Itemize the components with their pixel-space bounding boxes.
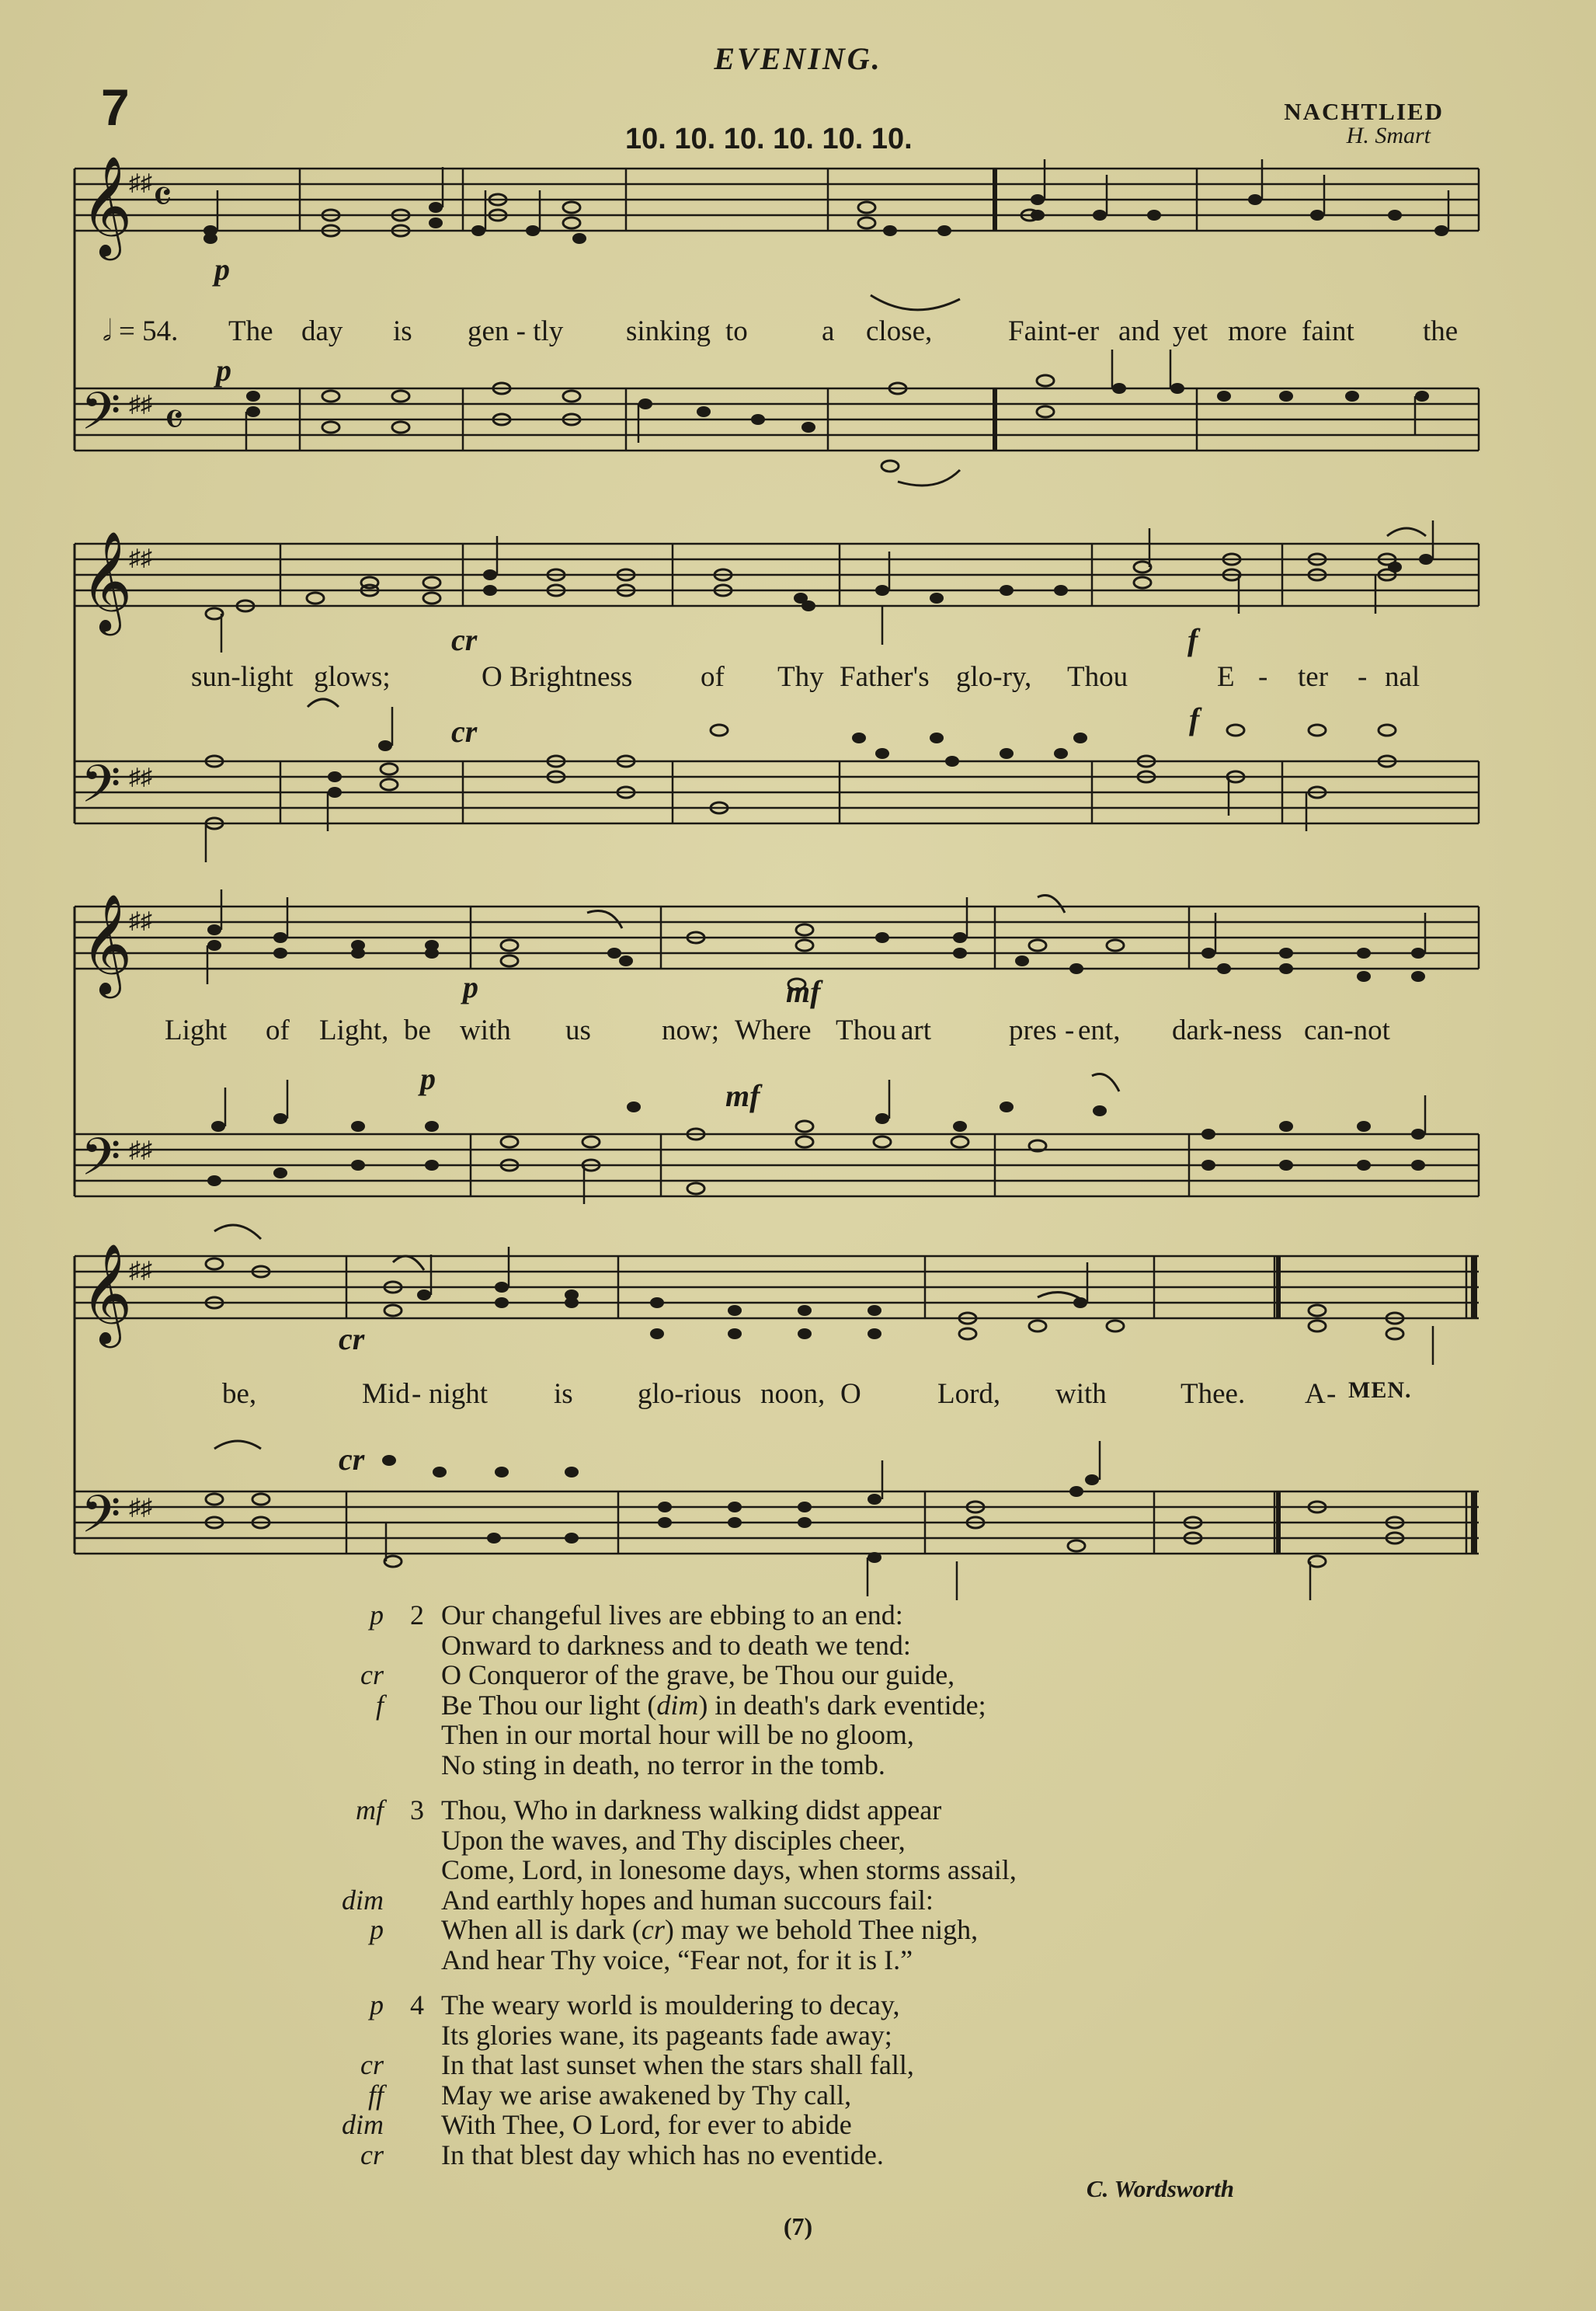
svg-text:𝄴: 𝄴 bbox=[152, 170, 172, 223]
verse-2 bbox=[326, 1600, 1336, 1780]
dynamic-mark: ff bbox=[367, 2079, 384, 2111]
lyric: now; bbox=[662, 1015, 719, 1046]
dynamic-mark: dim bbox=[656, 1689, 699, 1721]
dynamic-mark: mf bbox=[786, 974, 821, 1009]
music-system-3 bbox=[75, 874, 1479, 1200]
svg-text:♯♯: ♯♯ bbox=[129, 170, 152, 196]
lyric: - bbox=[1327, 1378, 1337, 1410]
composer: H. Smart bbox=[1346, 123, 1431, 148]
lyric: night bbox=[429, 1378, 489, 1410]
verse-line bbox=[326, 1855, 1336, 1885]
verse-text: May we arise awakened by Thy call, bbox=[441, 2079, 852, 2111]
dynamic-mark: f bbox=[375, 1689, 384, 1721]
lyric: Thou bbox=[836, 1015, 897, 1046]
lyric: be, bbox=[222, 1378, 257, 1410]
lyric: ter bbox=[1298, 661, 1329, 693]
lyric: is bbox=[554, 1378, 573, 1410]
lyric: art bbox=[901, 1015, 932, 1046]
page-number: (7) bbox=[783, 2212, 813, 2240]
svg-text:♯♯: ♯♯ bbox=[129, 392, 152, 417]
verse-3 bbox=[326, 1795, 1336, 1975]
verse-text: Our changeful lives are ebbing to an end: bbox=[441, 1599, 903, 1631]
tune-name: NACHTLIED bbox=[1284, 98, 1444, 125]
lyric: Lord, bbox=[937, 1378, 1001, 1410]
lyric: The bbox=[228, 315, 273, 347]
lyric: Thou bbox=[1067, 661, 1128, 693]
verse-text: In that blest day which has no eventide. bbox=[441, 2139, 884, 2170]
lyric: E bbox=[1217, 661, 1235, 693]
dynamic-mark: cr bbox=[360, 2049, 384, 2080]
svg-text:𝄢: 𝄢 bbox=[81, 381, 121, 454]
lyric: of bbox=[701, 661, 725, 693]
lyric: glo-rious bbox=[638, 1378, 742, 1410]
dynamic-mark: cr bbox=[641, 1914, 665, 1945]
lyric: - bbox=[1358, 661, 1368, 693]
lyric: gen - tly bbox=[468, 315, 564, 347]
lyric: more bbox=[1228, 315, 1288, 347]
verse-line bbox=[326, 2080, 1336, 2111]
verse-line bbox=[326, 1945, 1336, 1975]
dynamic-mark: p bbox=[370, 1599, 384, 1631]
dynamic-mark: cr bbox=[451, 622, 478, 657]
dynamic-mark: dim bbox=[342, 2109, 384, 2140]
dynamic-mark: p bbox=[214, 252, 230, 287]
lyric: a bbox=[822, 315, 835, 347]
verse-text: With Thee, O Lord, for ever to abide bbox=[441, 2109, 852, 2140]
verse-text: In that last sunset when the stars shall fall, bbox=[441, 2049, 914, 2080]
svg-text:𝄞: 𝄞 bbox=[81, 155, 133, 256]
verse-line bbox=[326, 1690, 1336, 1721]
svg-text:𝄞: 𝄞 bbox=[81, 531, 133, 632]
dynamic-mark: cr bbox=[339, 1321, 365, 1356]
svg-text:♯♯: ♯♯ bbox=[129, 764, 152, 790]
lyric: Light bbox=[165, 1015, 228, 1046]
verse-text: And hear Thy voice, “Fear not, for it is I.” bbox=[441, 1944, 913, 1975]
dynamic-mark: cr bbox=[360, 2139, 384, 2170]
lyric: ent, bbox=[1078, 1015, 1121, 1046]
lyric: Light, bbox=[319, 1015, 389, 1046]
lyric: close, bbox=[866, 315, 933, 347]
verse-line bbox=[326, 2140, 1336, 2170]
verse-text: Be Thou our light (dim) in death's dark eventide; bbox=[441, 1689, 986, 1721]
lyric: the bbox=[1423, 315, 1459, 347]
verse-text: No sting in death, no terror in the tomb. bbox=[441, 1749, 885, 1780]
verse-line bbox=[326, 1990, 1336, 2020]
dynamic-mark: mf bbox=[356, 1794, 384, 1825]
lyric: be bbox=[404, 1015, 431, 1046]
lyric: with bbox=[1055, 1378, 1107, 1410]
lyric: yet bbox=[1173, 315, 1208, 347]
lyric: of bbox=[266, 1015, 290, 1046]
dynamic-mark: f bbox=[1189, 701, 1200, 736]
svg-text:♯♯: ♯♯ bbox=[129, 908, 152, 934]
lyric: faint bbox=[1302, 315, 1354, 347]
verse-line bbox=[326, 2020, 1336, 2051]
svg-text:♯♯: ♯♯ bbox=[129, 545, 152, 571]
svg-text:𝄞: 𝄞 bbox=[81, 893, 133, 994]
lyric: Faint-er bbox=[1008, 315, 1100, 347]
lyric: nal bbox=[1385, 661, 1420, 693]
verse-text: When all is dark (cr) may we behold Thee nigh, bbox=[441, 1914, 979, 1945]
lyric: A bbox=[1305, 1378, 1326, 1410]
verse-line bbox=[326, 1885, 1336, 1916]
running-head: EVENING. bbox=[714, 41, 882, 76]
svg-text:♯♯: ♯♯ bbox=[129, 1495, 152, 1520]
svg-text:𝄢: 𝄢 bbox=[81, 1127, 121, 1199]
verse-text: The weary world is mouldering to decay, bbox=[441, 1989, 900, 2020]
lyric: can-not bbox=[1304, 1015, 1390, 1046]
lyric: day bbox=[301, 315, 343, 347]
hymn-number: 7 bbox=[101, 78, 130, 136]
verse-text: Onward to darkness and to death we tend: bbox=[441, 1629, 911, 1661]
lyric: O bbox=[482, 661, 502, 693]
verse-line bbox=[326, 1720, 1336, 1750]
lyric: Mid bbox=[362, 1378, 410, 1410]
lyric: Where bbox=[735, 1015, 812, 1046]
lyric: Father's bbox=[840, 661, 930, 693]
dynamic-mark: cr bbox=[451, 714, 478, 749]
dynamic-mark: mf bbox=[725, 1078, 760, 1113]
svg-text:𝄢: 𝄢 bbox=[81, 754, 121, 827]
dynamic-mark: p bbox=[420, 1061, 436, 1096]
tempo-mark: 𝅗𝅥 = 54. bbox=[103, 315, 179, 347]
lyric: - bbox=[412, 1378, 422, 1410]
lyric: Thy bbox=[777, 661, 824, 693]
lyric: glo-ry, bbox=[956, 661, 1032, 693]
dynamic-mark: cr bbox=[339, 1442, 365, 1477]
dynamic-mark: cr bbox=[360, 1659, 384, 1690]
verse-line bbox=[326, 1750, 1336, 1780]
svg-text:𝄞: 𝄞 bbox=[81, 1243, 133, 1344]
verse-4 bbox=[326, 1990, 1336, 2170]
verse-text: Upon the waves, and Thy disciples cheer, bbox=[441, 1824, 906, 1856]
lyric: us bbox=[565, 1015, 591, 1046]
lyric: sinking bbox=[626, 315, 711, 347]
lyric: and bbox=[1118, 315, 1160, 347]
svg-text:𝄢: 𝄢 bbox=[81, 1484, 121, 1557]
lyric: with bbox=[460, 1015, 511, 1046]
meter: 10. 10. 10. 10. 10. 10. bbox=[625, 123, 913, 155]
music-system-1 bbox=[75, 155, 1479, 486]
verse-line bbox=[326, 1660, 1336, 1690]
verse-text: Its glories wane, its pageants fade away; bbox=[441, 2019, 892, 2051]
verse-text: O Conqueror of the grave, be Thou our guide, bbox=[441, 1659, 955, 1690]
lyric: to bbox=[725, 315, 748, 347]
lyric: Brightness bbox=[509, 661, 633, 693]
svg-text:♯♯: ♯♯ bbox=[129, 1137, 152, 1163]
verse-number: 3 bbox=[410, 1794, 424, 1825]
dynamic-mark: p bbox=[370, 1914, 384, 1945]
svg-text:𝄴: 𝄴 bbox=[164, 393, 184, 446]
verse-text: And earthly hopes and human succours fail: bbox=[441, 1884, 934, 1916]
verse-line bbox=[326, 2110, 1336, 2140]
music-system-4 bbox=[75, 1216, 1479, 1581]
lyric: sun-light bbox=[191, 661, 294, 693]
verse-line bbox=[326, 1600, 1336, 1631]
lyric: noon, bbox=[760, 1378, 826, 1410]
lyric: - bbox=[1258, 661, 1268, 693]
verse-line bbox=[326, 1825, 1336, 1856]
verse-line bbox=[326, 1631, 1336, 1661]
lyric: is bbox=[393, 315, 412, 347]
music-system-2 bbox=[75, 528, 1479, 854]
verse-number: 2 bbox=[410, 1599, 424, 1631]
verses bbox=[326, 1600, 1336, 2185]
verse-text: Come, Lord, in lonesome days, when storms assail, bbox=[441, 1854, 1017, 1885]
dynamic-mark: p bbox=[216, 353, 231, 388]
verse-text: Then in our mortal hour will be no gloom, bbox=[441, 1719, 914, 1750]
dynamic-mark: f bbox=[1187, 622, 1198, 657]
verse-number: 4 bbox=[410, 1989, 424, 2020]
author: C. Wordsworth bbox=[1086, 2175, 1234, 2202]
lyric: Thee. bbox=[1180, 1378, 1246, 1410]
verse-line bbox=[326, 2050, 1336, 2080]
lyric: pres bbox=[1009, 1015, 1057, 1046]
verse-line bbox=[326, 1795, 1336, 1825]
dynamic-mark: p bbox=[463, 969, 478, 1004]
lyric: glows; bbox=[314, 661, 391, 693]
dynamic-mark: p bbox=[370, 1989, 384, 2020]
lyric: - bbox=[1065, 1015, 1075, 1046]
lyric: dark-ness bbox=[1172, 1015, 1282, 1046]
lyric: MEN. bbox=[1348, 1377, 1412, 1403]
lyric: O bbox=[840, 1378, 861, 1410]
verse-text: Thou, Who in darkness walking didst appear bbox=[441, 1794, 942, 1825]
verse-line bbox=[326, 1915, 1336, 1945]
dynamic-mark: dim bbox=[342, 1884, 384, 1916]
svg-text:♯♯: ♯♯ bbox=[129, 1258, 152, 1283]
